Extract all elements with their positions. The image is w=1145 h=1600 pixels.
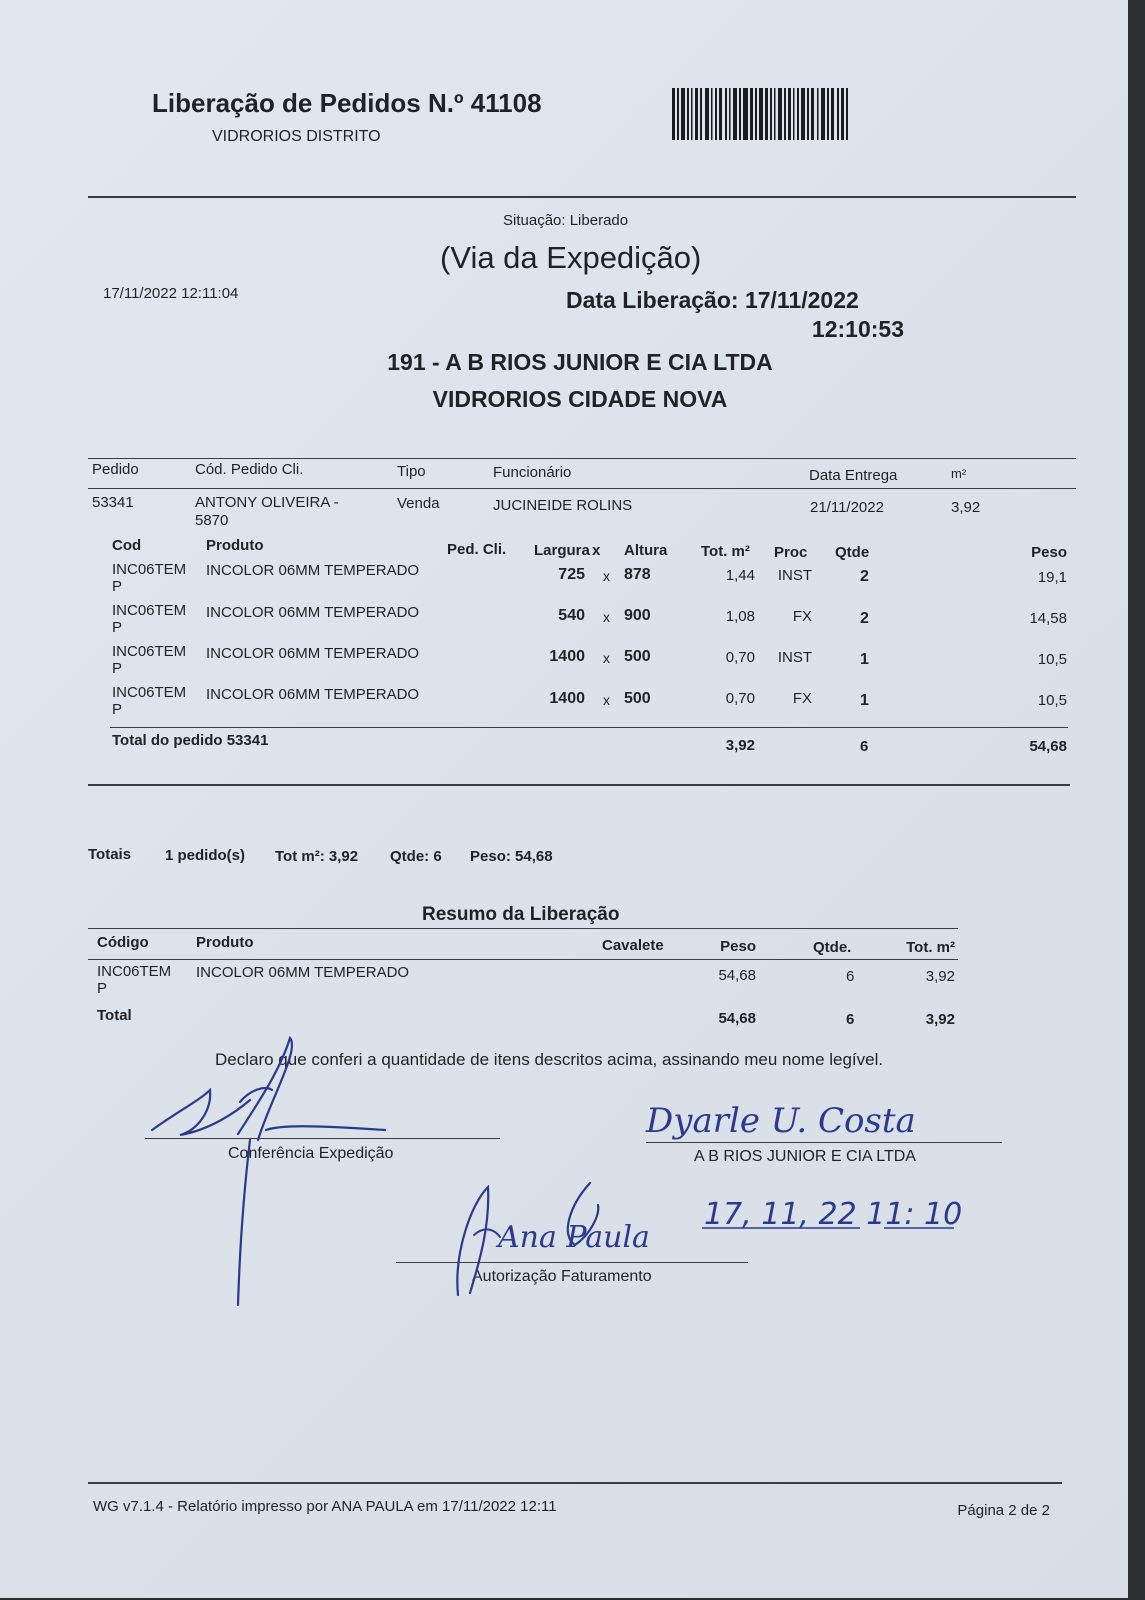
handwritten-datetime-text: 17, 11, 22 11: 10 (704, 1197, 963, 1232)
totals-label: Totais (88, 846, 132, 863)
col-m2: m² (951, 466, 967, 481)
item-produto: INCOLOR 06MM TEMPERADO (206, 562, 420, 579)
order-tipo: Venda (397, 495, 440, 512)
summary-total-label: Total (97, 1007, 132, 1024)
conferencia-label: Conferência Expedição (228, 1145, 394, 1162)
order-cod-cli-line1: ANTONY OLIVEIRA - (195, 494, 339, 511)
item-peso: 10,5 (1037, 692, 1067, 709)
item-produto: INCOLOR 06MM TEMPERADO (206, 686, 420, 703)
client-signature-label: A B RIOS JUNIOR E CIA LTDA (694, 1148, 916, 1165)
autorizacao-signature-text: Ana Paula (498, 1220, 650, 1255)
summary-total-qtde: 6 (846, 1011, 855, 1028)
items-col-altura: Altura (624, 542, 668, 559)
item-cod-cont: P (112, 660, 123, 677)
item-altura: 500 (624, 690, 651, 707)
item-proc: FX (792, 690, 812, 707)
item-altura: 900 (624, 607, 651, 624)
item-produto: INCOLOR 06MM TEMPERADO (206, 645, 420, 662)
item-cod-cont: P (112, 619, 123, 636)
col-data-entrega: Data Entrega (809, 467, 898, 484)
client-signature-text: Dyarle U. Costa (646, 1101, 916, 1141)
summary-row-peso: 54,68 (718, 967, 756, 984)
item-peso: 10,5 (1037, 651, 1067, 668)
items-col-proc: Proc (774, 544, 808, 561)
items-col-largura: Largura (534, 542, 590, 559)
item-altura: 878 (624, 566, 651, 583)
summary-col-produto: Produto (196, 934, 254, 951)
item-largura: 725 (558, 566, 585, 583)
summary-header-rule (88, 959, 958, 960)
footer-rule (88, 1482, 1062, 1484)
item-cod-cont: P (112, 578, 123, 595)
summary-col-qtde: Qtde. (813, 939, 852, 956)
summary-col-tot-m2: Tot. m² (906, 939, 955, 956)
item-largura: 1400 (549, 648, 585, 665)
items-col-x: x (592, 542, 601, 559)
item-altura: 500 (624, 648, 651, 665)
barcode-icon (672, 88, 848, 140)
item-tot-m2: 0,70 (725, 690, 755, 707)
footer-page-number: Página 2 de 2 (957, 1502, 1050, 1519)
status-text: Situação: Liberado (503, 212, 629, 229)
order-total-label: Total do pedido 53341 (112, 732, 269, 749)
conferencia-signature (140, 1030, 400, 1310)
order-header-top-rule (88, 458, 1076, 459)
item-x: x (603, 692, 610, 708)
print-datetime: 17/11/2022 12:11:04 (103, 285, 239, 302)
item-x: x (603, 609, 610, 625)
items-col-peso: Peso (1031, 544, 1067, 561)
item-produto: INCOLOR 06MM TEMPERADO (206, 604, 420, 621)
handwritten-datetime (700, 1188, 990, 1236)
summary-total-tot-m2: 3,92 (925, 1011, 955, 1028)
item-qtde: 2 (860, 610, 869, 627)
order-total-rule (110, 727, 1068, 728)
items-col-qtde: Qtde (835, 544, 870, 561)
item-cod: INC06TEM (112, 643, 187, 660)
release-date: Data Liberação: 17/11/2022 (566, 287, 859, 313)
via-title: (Via da Expedição) (440, 240, 702, 275)
footer-print-info: WG v7.1.4 - Relatório impresso por ANA PAULA em 17/11/2022 12:11 (93, 1498, 557, 1515)
order-header-bottom-rule (88, 488, 1076, 489)
item-tot-m2: 1,44 (725, 567, 755, 584)
order-m2: 3,92 (951, 499, 981, 516)
item-largura: 540 (558, 607, 585, 624)
summary-row-produto: INCOLOR 06MM TEMPERADO (196, 964, 410, 981)
item-qtde: 1 (860, 651, 869, 668)
header-divider (88, 196, 1076, 198)
col-pedido: Pedido (92, 461, 139, 478)
item-cod-cont: P (112, 701, 123, 718)
autorizacao-label: Autorização Faturamento (472, 1268, 652, 1285)
totals-peso: Peso: 54,68 (470, 848, 553, 865)
item-peso: 19,1 (1037, 569, 1067, 586)
item-largura: 1400 (549, 690, 585, 707)
item-proc: FX (792, 608, 812, 625)
summary-title: Resumo da Liberação (422, 904, 620, 925)
order-data-entrega: 21/11/2022 (810, 499, 884, 516)
item-peso: 14,58 (1029, 610, 1067, 627)
summary-row-qtde: 6 (846, 968, 855, 985)
autorizacao-signature (440, 1175, 690, 1315)
summary-total-peso: 54,68 (718, 1010, 756, 1027)
order-pedido: 53341 (92, 494, 134, 511)
order-cod-cli-line2: 5870 (195, 512, 229, 529)
release-time: 12:10:53 (811, 316, 904, 342)
items-bottom-rule (88, 784, 1070, 786)
order-funcionario: JUCINEIDE ROLINS (493, 497, 633, 514)
summary-top-rule (88, 928, 958, 929)
item-proc: INST (777, 567, 812, 584)
item-x: x (603, 650, 610, 666)
summary-col-cavalete: Cavalete (602, 937, 664, 954)
declaration-text: Declaro que conferi a quantidade de itens descritos acima, assinando meu nome legível. (215, 1050, 884, 1069)
items-col-ped-cli: Ped. Cli. (447, 541, 507, 558)
item-qtde: 1 (860, 692, 869, 709)
totals-pedidos: 1 pedido(s) (165, 847, 246, 864)
item-cod: INC06TEM (112, 602, 187, 619)
summary-col-peso: Peso (720, 938, 756, 955)
item-proc: INST (777, 649, 812, 666)
document-title: Liberação de Pedidos N.º 41108 (152, 88, 542, 118)
summary-col-codigo: Código (97, 934, 149, 951)
item-tot-m2: 0,70 (725, 649, 755, 666)
client-name: 191 - A B RIOS JUNIOR E CIA LTDA (387, 349, 773, 375)
totals-qtde: Qtde: 6 (390, 848, 442, 865)
summary-row-codigo-cont: P (97, 980, 108, 997)
summary-row-codigo: INC06TEM (97, 963, 172, 980)
item-x: x (603, 568, 610, 584)
item-cod: INC06TEM (112, 684, 187, 701)
totals-m2: Tot m²: 3,92 (275, 848, 359, 865)
order-total-m2: 3,92 (725, 737, 755, 754)
item-tot-m2: 1,08 (725, 608, 755, 625)
company-name: VIDRORIOS DISTRITO (212, 128, 381, 145)
col-cod-pedido-cli: Cód. Pedido Cli. (195, 461, 304, 478)
order-total-qtde: 6 (860, 738, 869, 755)
client-signature (640, 1090, 980, 1150)
items-col-tot-m2: Tot. m² (701, 543, 750, 560)
summary-row-tot-m2: 3,92 (925, 968, 955, 985)
item-cod: INC06TEM (112, 561, 187, 578)
items-col-cod: Cod (112, 537, 142, 554)
order-total-peso: 54,68 (1029, 738, 1067, 755)
col-funcionario: Funcionário (493, 464, 572, 481)
col-tipo: Tipo (397, 463, 426, 480)
client-store: VIDRORIOS CIDADE NOVA (432, 386, 728, 412)
items-col-produto: Produto (206, 537, 264, 554)
item-qtde: 2 (860, 568, 869, 585)
